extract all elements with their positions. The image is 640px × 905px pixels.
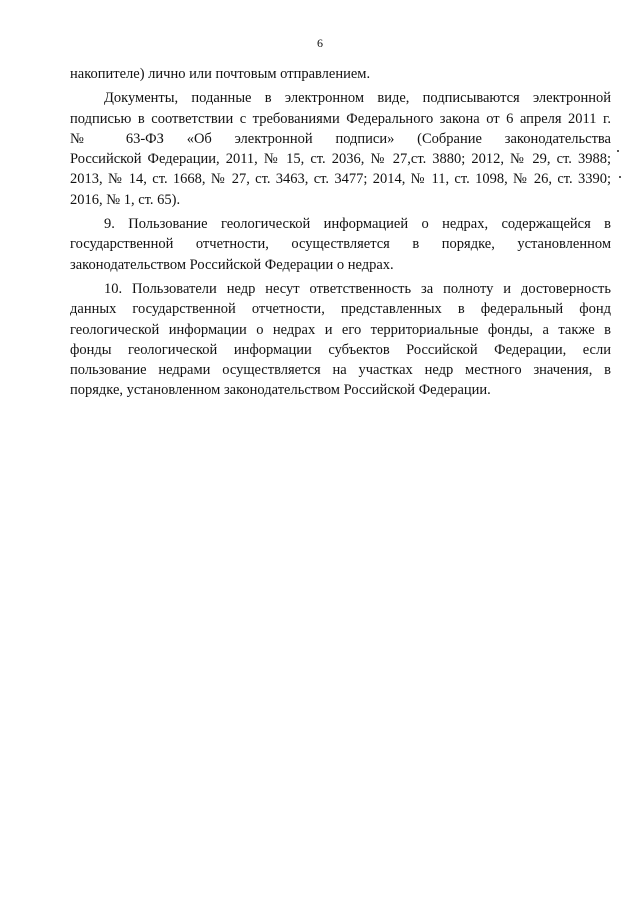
- paragraph-item-9-line: государственной отчетности, осуществляется в порядке, установленном: [70, 236, 611, 253]
- document-body: [70, 64, 611, 401]
- page-number: 6: [317, 36, 323, 50]
- paragraph-item-9-line: законодательством Российской Федерации о недрах.: [70, 256, 394, 273]
- paragraph-documents-line: Документы, поданные в электронном виде, подписываются электронной: [104, 90, 611, 107]
- scan-artifact: [617, 150, 619, 152]
- paragraph-item-10-line: пользование недрами осуществляется на участках недр местного значения, в: [70, 362, 611, 379]
- paragraph-documents-line: № 63-ФЗ «Об электронной подписи» (Собрание законодательства: [70, 130, 611, 147]
- paragraph-item-10-line: порядке, установленном законодательством Российской Федерации.: [70, 382, 491, 399]
- paragraph-item-9-line: 9. Пользование геологической информацией о недрах, содержащейся в: [104, 216, 611, 233]
- paragraph-documents-line: 2013, № 14, ст. 1668, № 27, ст. 3463, ст. 3477; 2014, № 11, ст. 1098, № 26, ст. 3390;: [70, 171, 611, 188]
- paragraph-item-10-line: данных государственной отчетности, представленных в федеральный фонд: [70, 301, 611, 318]
- paragraph-documents-line: Российской Федерации, 2011, № 15, ст. 2036, № 27,ст. 3880; 2012, № 29, ст. 3988;: [70, 151, 611, 168]
- paragraph-documents-line: подписью в соответствии с требованиями Федерального закона от 6 апреля 2011 г.: [70, 110, 611, 127]
- scan-artifact: [619, 176, 621, 178]
- paragraph-continuation-line: накопителе) лично или почтовым отправлением.: [70, 66, 371, 82]
- paragraph-documents-line: 2016, № 1, ст. 65).: [70, 191, 181, 208]
- paragraph-item-10-line: геологической информации о недрах и его территориальные фонды, а также в: [70, 321, 611, 338]
- paragraph-item-10-line: 10. Пользователи недр несут ответственность за полноту и достоверность: [104, 280, 611, 297]
- paragraph-item-10-line: фонды геологической информации субъектов Российской Федерации, если: [70, 341, 611, 358]
